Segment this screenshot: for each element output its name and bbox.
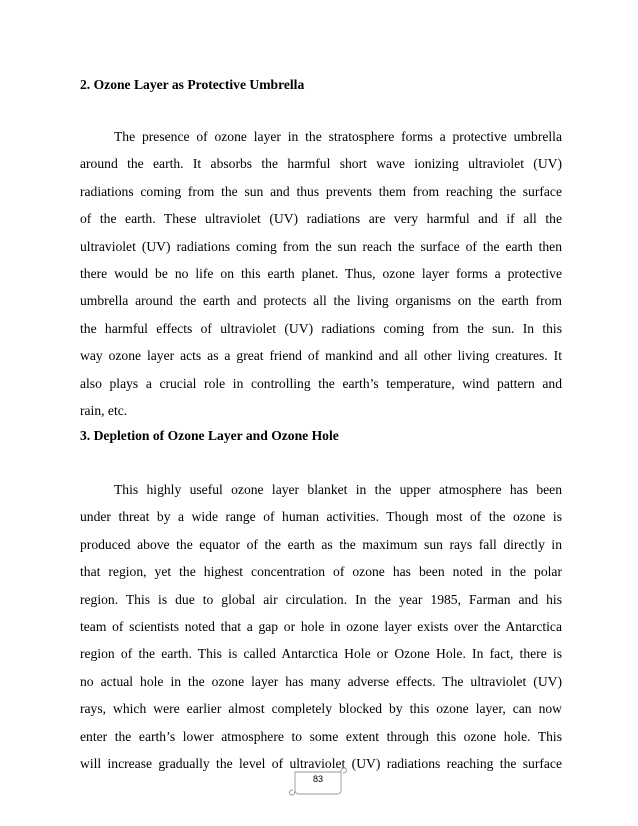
- page-number-scroll: [289, 764, 347, 798]
- page-number: 83: [312, 774, 323, 784]
- paragraph-line: umbrella around the earth and protects all the living organisms on the earth from: [80, 293, 562, 309]
- paragraph-line: will increase gradually the level of ultraviolet (UV) radiations reaching the surface: [80, 755, 562, 771]
- paragraph-line: there would be no life on this earth planet. Thus, ozone layer forms a protective: [80, 265, 562, 281]
- paragraph-line: radiations coming from the sun and thus prevents them from reaching the surface: [80, 183, 562, 199]
- section-2-paragraph: [80, 123, 562, 424]
- paragraph-line: region of the earth. This is called Antarctica Hole or Ozone Hole. In fact, there is: [80, 646, 562, 662]
- paragraph-line: The presence of ozone layer in the stratosphere forms a protective umbrella: [114, 129, 562, 144]
- paragraph-line: the harmful effects of ultraviolet (UV) radiations coming from the sun. In this: [80, 320, 562, 336]
- paragraph-line: region. This is due to global air circulation. In the year 1985, Farman and his: [80, 591, 562, 607]
- paragraph-line: under threat by a wide range of human activities. Though most of the ozone is: [80, 509, 562, 525]
- paragraph-line: team of scientists noted that a gap or hole in ozone layer exists over the Antarctica: [80, 618, 562, 634]
- section-3-heading: 3. Depletion of Ozone Layer and Ozone Hole: [80, 428, 339, 443]
- paragraph-line: rain, etc.: [80, 402, 128, 418]
- paragraph-line: no actual hole in the ozone layer has many adverse effects. The ultraviolet (UV): [80, 673, 562, 689]
- paragraph-line: of the earth. These ultraviolet (UV) radiations are very harmful and if all the: [80, 211, 562, 227]
- paragraph-line: rays, which were earlier almost completely blocked by this ozone layer, can now: [80, 701, 562, 717]
- paragraph-line: produced above the equator of the earth as the maximum sun rays fall directly in: [80, 536, 562, 552]
- section-3-paragraph: [80, 476, 562, 777]
- paragraph-line: enter the earth’s lower atmosphere to some extent through this ozone hole. This: [80, 728, 562, 744]
- paragraph-line: that region, yet the highest concentration of ozone has been noted in the polar: [80, 564, 562, 580]
- section-2-heading: 2. Ozone Layer as Protective Umbrella: [80, 77, 305, 92]
- paragraph-line: also plays a crucial role in controlling the earth’s temperature, wind pattern and: [80, 375, 562, 391]
- paragraph-line: This highly useful ozone layer blanket in the upper atmosphere has been: [114, 482, 562, 497]
- paragraph-line: around the earth. It absorbs the harmful short wave ionizing ultraviolet (UV): [80, 156, 562, 172]
- paragraph-line: ultraviolet (UV) radiations coming from the sun reach the surface of the earth then: [80, 238, 562, 254]
- paragraph-line: way ozone layer acts as a great friend of mankind and all other living creatures. It: [80, 348, 562, 364]
